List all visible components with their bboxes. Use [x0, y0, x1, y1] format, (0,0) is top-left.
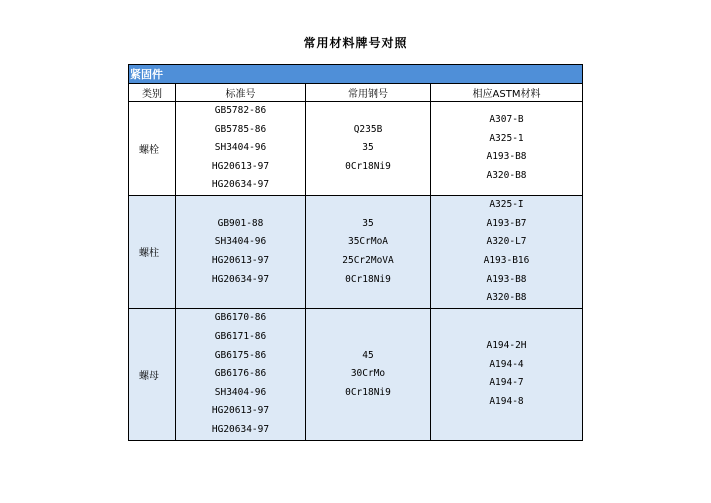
column-header-steel: 常用钢号: [306, 84, 431, 102]
steel-item: 0Cr18Ni9: [345, 160, 391, 172]
standard-item: HG20634-97: [211, 273, 270, 285]
table-row: [129, 195, 583, 308]
standard-item: SH3404-96: [214, 386, 267, 398]
section-header: 紧固件: [129, 65, 583, 84]
category-cell: 螺母: [129, 308, 176, 440]
astm-item: A325-1: [489, 132, 524, 144]
steels-cell: [306, 308, 431, 440]
astm-item: A193-B7: [486, 217, 527, 229]
materials-table: [128, 64, 583, 441]
standard-item: SH3404-96: [214, 142, 267, 154]
astm-item: A325-I: [489, 199, 524, 211]
standards-cell: [176, 308, 306, 440]
astm-item: A193-B8: [486, 273, 527, 285]
standard-item: GB6170-86: [214, 312, 267, 324]
column-header-standard: 标准号: [176, 84, 306, 102]
steels-cell: [306, 195, 431, 308]
standard-item: HG20613-97: [211, 160, 270, 172]
standard-item: HG20613-97: [211, 254, 270, 266]
astm-cell: [431, 308, 583, 440]
astm-cell: [431, 102, 583, 196]
standard-item: GB6175-86: [214, 349, 267, 361]
category-cell: 螺栓: [129, 102, 176, 196]
astm-item: A193-B8: [486, 151, 527, 163]
astm-item: A320-B8: [486, 292, 527, 304]
standard-item: HG20613-97: [211, 405, 270, 417]
astm-item: A320-L7: [486, 236, 527, 248]
standard-item: GB901-88: [217, 217, 264, 229]
astm-cell: [431, 195, 583, 308]
astm-item: A193-B16: [483, 254, 530, 266]
steel-item: Q235B: [353, 123, 383, 135]
column-header-astm: 相应ASTM材料: [431, 84, 583, 102]
steel-item: 30CrMo: [350, 368, 386, 380]
standard-item: GB6176-86: [214, 368, 267, 380]
standards-cell: [176, 195, 306, 308]
standards-cell: [176, 102, 306, 196]
steel-item: 35CrMoA: [347, 236, 389, 248]
astm-item: A194-4: [489, 358, 524, 370]
table-row: [129, 102, 583, 196]
astm-item: A320-B8: [486, 170, 527, 182]
steel-item: 0Cr18Ni9: [345, 386, 391, 398]
steel-item: 0Cr18Ni9: [345, 273, 391, 285]
standard-item: SH3404-96: [214, 236, 267, 248]
standard-item: GB5785-86: [214, 123, 267, 135]
table-row: [129, 308, 583, 440]
steel-item: 35: [362, 142, 374, 154]
standard-item: GB5782-86: [214, 105, 267, 116]
column-header-category: 类别: [129, 84, 176, 102]
category-cell: 螺柱: [129, 195, 176, 308]
standard-item: HG20634-97: [211, 179, 270, 191]
steel-item: 45: [362, 349, 374, 361]
steels-cell: [306, 102, 431, 196]
astm-item: A194-8: [489, 396, 524, 408]
steel-item: 35: [362, 217, 374, 229]
astm-item: A307-B: [489, 114, 524, 126]
astm-item: A194-2H: [486, 340, 527, 352]
steel-item: 25Cr2MoVA: [342, 254, 394, 266]
standard-item: GB6171-86: [214, 330, 267, 342]
page-title: 常用材料牌号对照: [303, 36, 408, 50]
astm-item: A194-7: [489, 377, 524, 389]
standard-item: HG20634-97: [211, 423, 270, 435]
